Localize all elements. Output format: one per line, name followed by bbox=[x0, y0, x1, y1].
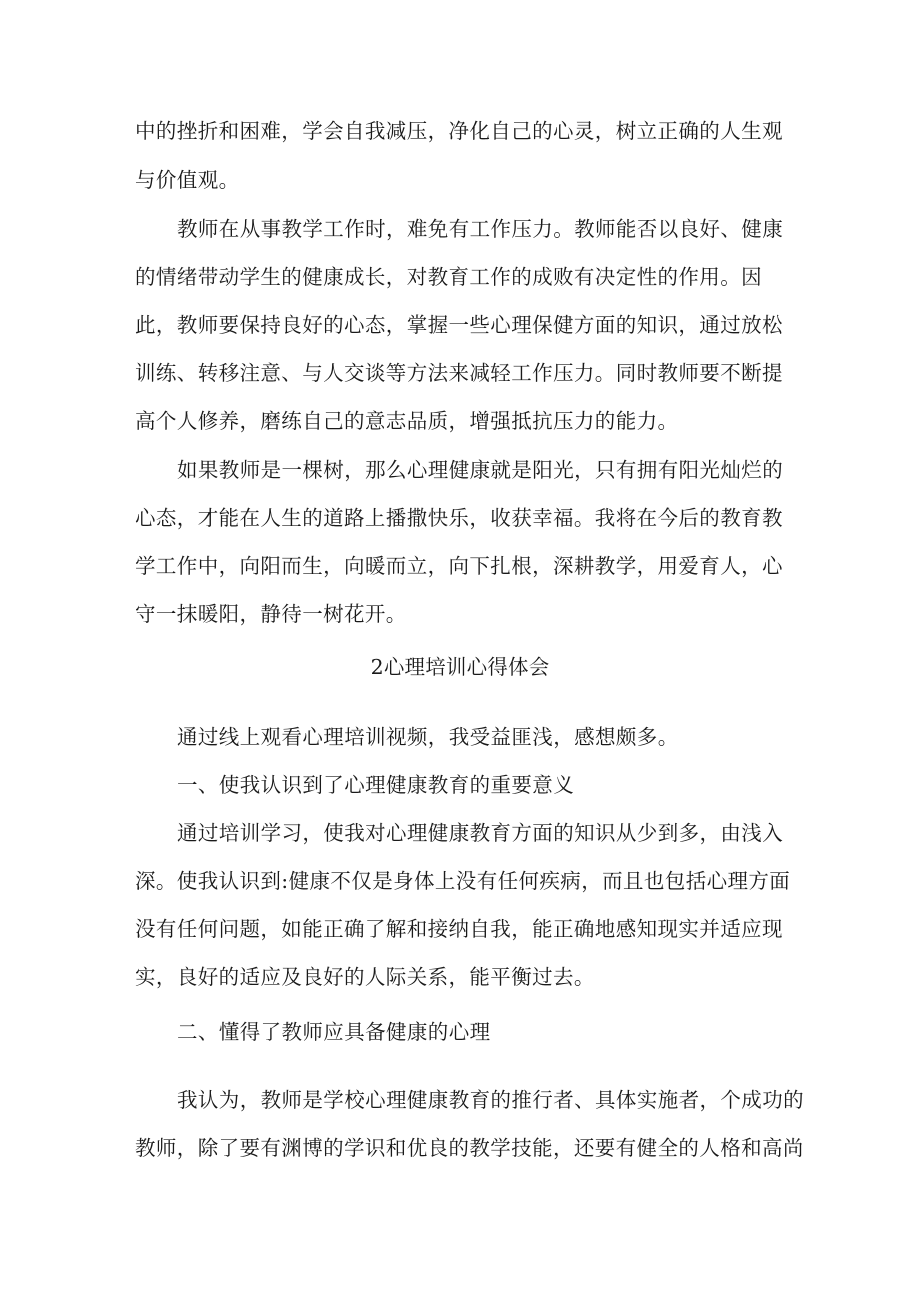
paragraph-line: 训练、转移注意、与人交谈等方法来减轻工作压力。同时教师要不断提 bbox=[135, 361, 783, 385]
paragraph-line: 没有任何问题，如能正确了解和接纳自我，能正确地感知现实并适应现 bbox=[135, 917, 783, 941]
paragraph-line: 与价值观。 bbox=[135, 168, 240, 192]
paragraph-line: 深。使我认识到:健康不仅是身体上没有任何疾病，而且也包括心理方面 bbox=[135, 869, 791, 893]
intro-line: 通过线上观看心理培训视频，我受益匪浅，感想颇多。 bbox=[177, 725, 679, 749]
heading-two: 二、懂得了教师应具备健康的心理 bbox=[177, 1020, 491, 1044]
paragraph-line: 教师，除了要有渊博的学识和优良的教学技能，还要有健全的人格和高尚 bbox=[135, 1136, 804, 1160]
section-title: 2心理培训心得体会 bbox=[370, 655, 550, 679]
paragraph-line: 实，良好的适应及良好的人际关系，能平衡过去。 bbox=[135, 965, 595, 989]
paragraph-line: 我认为，教师是学校心理健康教育的推行者、具体实施者，个成功的 bbox=[177, 1088, 804, 1112]
paragraph-line: 守一抹暖阳，静待一树花开。 bbox=[135, 602, 407, 626]
paragraph-line: 教师在从事教学工作时，难免有工作压力。教师能否以良好、健康 bbox=[177, 217, 784, 241]
paragraph-line: 中的挫折和困难，学会自我减压，净化自己的心灵，树立正确的人生观 bbox=[135, 119, 783, 143]
heading-one: 一、使我认识到了心理健康教育的重要意义 bbox=[177, 773, 575, 797]
paragraph-line: 高个人修养，磨练自己的意志品质，增强抵抗压力的能力。 bbox=[135, 409, 679, 433]
paragraph-line: 通过培训学习，使我对心理健康教育方面的知识从少到多，由浅入 bbox=[177, 821, 784, 845]
paragraph-line: 心态，才能在人生的道路上播撒快乐，收获幸福。我将在今后的教育教 bbox=[135, 506, 783, 530]
paragraph-line: 的情绪带动学生的健康成长，对教育工作的成败有决定性的作用。因 bbox=[135, 265, 762, 289]
paragraph-line: 此，教师要保持良好的心态，掌握一些心理保健方面的知识，通过放松 bbox=[135, 313, 783, 337]
paragraph-line: 学工作中，向阳而生，向暖而立，向下扎根，深耕教学，用爱育人，心 bbox=[135, 554, 783, 578]
paragraph-line: 如果教师是一棵树，那么心理健康就是阳光，只有拥有阳光灿烂的 bbox=[177, 458, 784, 482]
